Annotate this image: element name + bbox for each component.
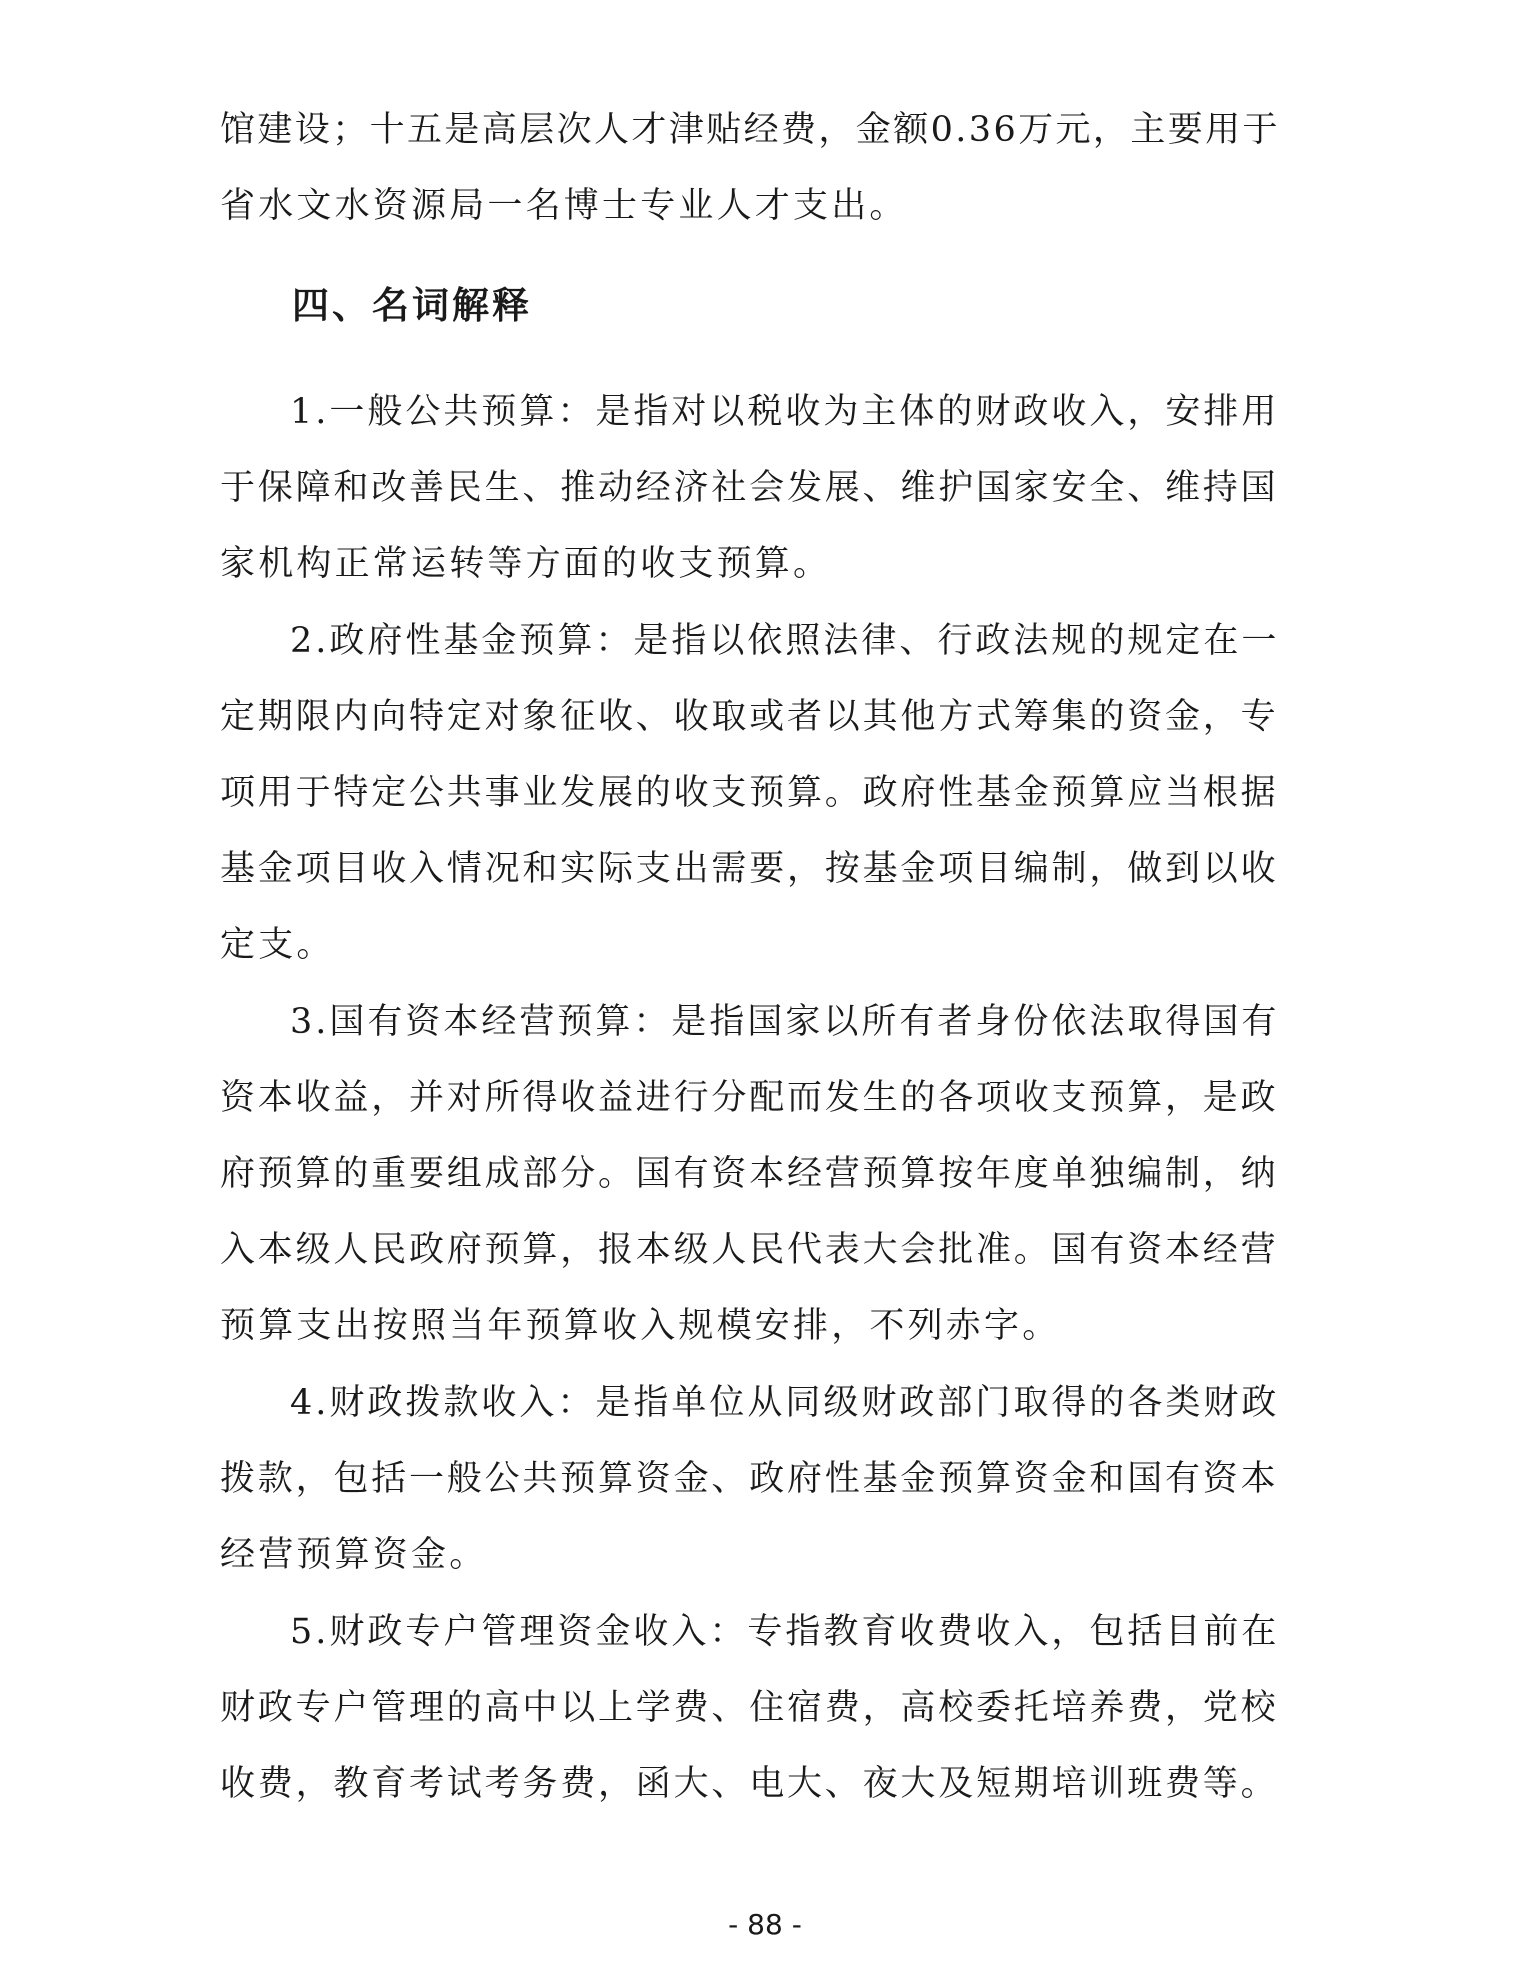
text-line: 资本收益，并对所得收益进行分配而发生的各项收支预算，是政	[220, 1078, 1279, 1118]
term-paragraph-2	[220, 603, 1280, 983]
text-line: 于保障和改善民生、推动经济社会发展、维护国家安全、维持国	[220, 468, 1279, 508]
text-line: 馆建设；十五是高层次人才津贴经费，金额0.36万元，主要用于	[220, 110, 1280, 150]
text-line: 定支。	[220, 925, 335, 965]
text-line: 财政专户管理的高中以上学费、住宿费，高校委托培养费，党校	[220, 1688, 1279, 1728]
term-paragraph-3	[220, 984, 1280, 1364]
text-line: 府预算的重要组成部分。国有资本经营预算按年度单独编制，纳	[220, 1154, 1279, 1194]
text-line: 省水文水资源局一名博士专业人才支出。	[220, 186, 908, 226]
continuation-paragraph	[220, 92, 1280, 244]
text-line: 4.财政拨款收入：是指单位从同级财政部门取得的各类财政	[290, 1383, 1280, 1423]
text-line: 入本级人民政府预算，报本级人民代表大会批准。国有资本经营	[220, 1230, 1279, 1270]
term-paragraph-5	[220, 1594, 1280, 1822]
text-line: 经营预算资金。	[220, 1535, 488, 1575]
text-line: 2.政府性基金预算：是指以依照法律、行政法规的规定在一	[290, 621, 1280, 661]
text-line: 收费，教育考试考务费，函大、电大、夜大及短期培训班费等。	[220, 1764, 1279, 1804]
text-line: 5.财政专户管理资金收入：专指教育收费收入，包括目前在	[290, 1612, 1280, 1652]
text-line: 拨款，包括一般公共预算资金、政府性基金预算资金和国有资本	[220, 1459, 1279, 1499]
term-paragraph-1	[220, 374, 1280, 602]
text-line: 基金项目收入情况和实际支出需要，按基金项目编制，做到以收	[220, 849, 1279, 889]
section-heading: 四、名词解释	[292, 284, 532, 327]
text-line: 预算支出按照当年预算收入规模安排，不列赤字。	[220, 1306, 1061, 1346]
term-paragraph-4	[220, 1365, 1280, 1593]
text-line: 定期限内向特定对象征收、收取或者以其他方式筹集的资金，专	[220, 697, 1279, 737]
text-line: 家机构正常运转等方面的收支预算。	[220, 544, 832, 584]
text-line: 3.国有资本经营预算：是指国家以所有者身份依法取得国有	[290, 1002, 1280, 1042]
text-line: 项用于特定公共事业发展的收支预算。政府性基金预算应当根据	[220, 773, 1279, 813]
page-number: - 88 -	[728, 1908, 802, 1941]
text-line: 1.一般公共预算：是指对以税收为主体的财政收入，安排用	[290, 392, 1280, 432]
